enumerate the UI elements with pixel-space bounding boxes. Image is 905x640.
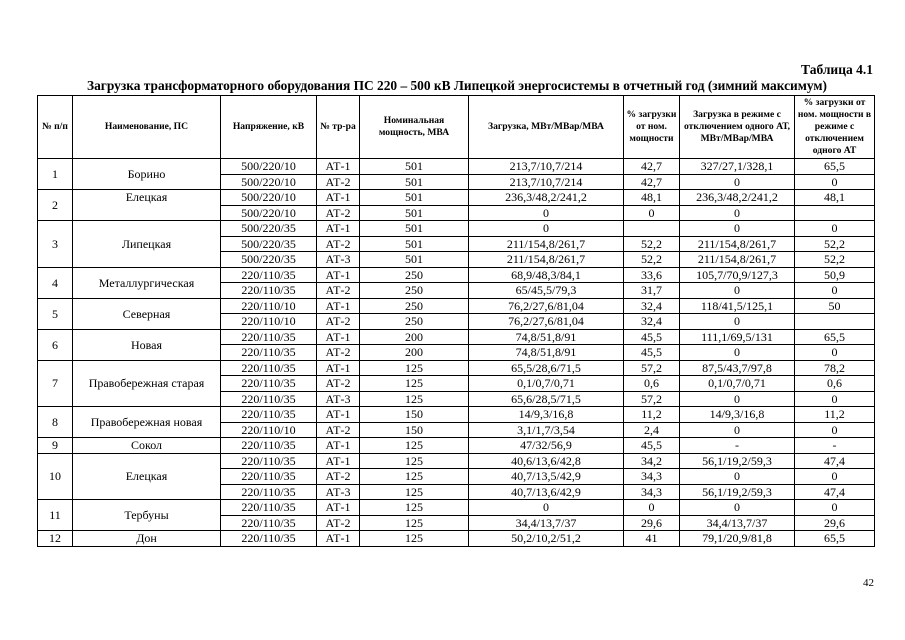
- cell-nominal-power: 501: [360, 190, 469, 206]
- header-load-percent: % загрузки от ном. мощности: [624, 96, 680, 159]
- table-row: [38, 267, 875, 283]
- cell-load-percent: 31,7: [624, 283, 680, 299]
- table-number: Таблица 4.1: [801, 62, 873, 77]
- cell-voltage: 500/220/10: [221, 190, 317, 206]
- cell-load: 40,6/13,6/42,8: [469, 453, 624, 469]
- cell-percent-one-off: 65,5: [795, 531, 875, 547]
- cell-nominal-power: 125: [360, 360, 469, 376]
- cell-load: 68,9/48,3/84,1: [469, 267, 624, 283]
- cell-nominal-power: 150: [360, 422, 469, 438]
- cell-load-percent: 32,4: [624, 314, 680, 330]
- cell-nominal-power: 125: [360, 531, 469, 547]
- cell-nominal-power: 125: [360, 376, 469, 392]
- cell-load: 213,7/10,7/214: [469, 174, 624, 190]
- table-header: [38, 96, 875, 159]
- cell-load: 236,3/48,2/241,2: [469, 190, 624, 206]
- cell-voltage: 220/110/35: [221, 438, 317, 454]
- cell-station-num: 4: [38, 267, 73, 298]
- cell-nominal-power: 501: [360, 221, 469, 237]
- cell-transformer: АТ-2: [317, 283, 360, 299]
- cell-voltage: 220/110/35: [221, 515, 317, 531]
- cell-load-percent: 2,4: [624, 422, 680, 438]
- cell-transformer: АТ-1: [317, 329, 360, 345]
- cell-load-percent: 42,7: [624, 174, 680, 190]
- cell-nominal-power: 125: [360, 515, 469, 531]
- cell-transformer: АТ-3: [317, 252, 360, 268]
- cell-transformer: АТ-1: [317, 407, 360, 423]
- cell-station-num: 11: [38, 500, 73, 531]
- cell-load: 65,6/28,5/71,5: [469, 391, 624, 407]
- cell-load-percent: 34,3: [624, 469, 680, 485]
- cell-load-one-off: 0: [680, 221, 795, 237]
- header-percent-one-off: % загрузки от ном. мощности в режиме с отключением одного АТ: [795, 96, 875, 159]
- cell-percent-one-off: 65,5: [795, 159, 875, 175]
- cell-voltage: 220/110/35: [221, 360, 317, 376]
- table-row: [38, 360, 875, 376]
- cell-percent-one-off: 0: [795, 422, 875, 438]
- cell-voltage: 220/110/35: [221, 376, 317, 392]
- cell-percent-one-off: 0: [795, 345, 875, 361]
- cell-nominal-power: 125: [360, 453, 469, 469]
- cell-nominal-power: 250: [360, 314, 469, 330]
- cell-load-one-off: 56,1/19,2/59,3: [680, 453, 795, 469]
- cell-transformer: АТ-2: [317, 376, 360, 392]
- cell-load-one-off: 87,5/43,7/97,8: [680, 360, 795, 376]
- cell-voltage: 220/110/35: [221, 329, 317, 345]
- cell-load-one-off: 0,1/0,7/0,71: [680, 376, 795, 392]
- cell-load: 0: [469, 500, 624, 516]
- cell-station-num: 8: [38, 407, 73, 438]
- cell-load-one-off: 0: [680, 422, 795, 438]
- header-num: № п/п: [38, 96, 73, 159]
- cell-percent-one-off: 0: [795, 469, 875, 485]
- cell-voltage: 220/110/35: [221, 267, 317, 283]
- cell-percent-one-off: 29,6: [795, 515, 875, 531]
- cell-percent-one-off: [795, 205, 875, 221]
- cell-load-percent: 48,1: [624, 190, 680, 206]
- cell-load: 50,2/10,2/51,2: [469, 531, 624, 547]
- cell-load: 40,7/13,6/42,9: [469, 484, 624, 500]
- cell-transformer: АТ-3: [317, 391, 360, 407]
- cell-voltage: 500/220/35: [221, 252, 317, 268]
- cell-nominal-power: 501: [360, 205, 469, 221]
- cell-transformer: АТ-3: [317, 484, 360, 500]
- cell-load-one-off: 211/154,8/261,7: [680, 252, 795, 268]
- cell-nominal-power: 150: [360, 407, 469, 423]
- table-row: [38, 531, 875, 547]
- cell-load-percent: 52,2: [624, 236, 680, 252]
- cell-load-one-off: 0: [680, 345, 795, 361]
- header-transformer: № тр-ра: [317, 96, 360, 159]
- cell-load-one-off: 0: [680, 469, 795, 485]
- cell-percent-one-off: 0,6: [795, 376, 875, 392]
- cell-load-percent: 45,5: [624, 438, 680, 454]
- cell-voltage: 500/220/10: [221, 205, 317, 221]
- cell-nominal-power: 501: [360, 174, 469, 190]
- cell-percent-one-off: 52,2: [795, 252, 875, 268]
- cell-load: 65/45,5/79,3: [469, 283, 624, 299]
- cell-percent-one-off: 52,2: [795, 236, 875, 252]
- cell-load-one-off: 0: [680, 174, 795, 190]
- table-row: [38, 500, 875, 516]
- table-row: [38, 221, 875, 237]
- cell-nominal-power: 125: [360, 469, 469, 485]
- cell-load-one-off: 0: [680, 314, 795, 330]
- cell-nominal-power: 125: [360, 391, 469, 407]
- cell-transformer: АТ-1: [317, 298, 360, 314]
- cell-percent-one-off: 11,2: [795, 407, 875, 423]
- cell-transformer: АТ-2: [317, 469, 360, 485]
- cell-transformer: АТ-1: [317, 159, 360, 175]
- cell-station-name: Правобережная новая: [73, 407, 221, 438]
- cell-station-num: 1: [38, 159, 73, 190]
- cell-transformer: АТ-1: [317, 360, 360, 376]
- cell-load: 0,1/0,7/0,71: [469, 376, 624, 392]
- cell-load-one-off: 111,1/69,5/131: [680, 329, 795, 345]
- cell-voltage: 220/110/35: [221, 469, 317, 485]
- cell-nominal-power: 501: [360, 252, 469, 268]
- cell-transformer: АТ-1: [317, 453, 360, 469]
- cell-percent-one-off: 50: [795, 298, 875, 314]
- cell-load: 0: [469, 205, 624, 221]
- cell-voltage: 220/110/35: [221, 283, 317, 299]
- cell-load-one-off: 79,1/20,9/81,8: [680, 531, 795, 547]
- cell-load: 65,5/28,6/71,5: [469, 360, 624, 376]
- cell-transformer: АТ-2: [317, 515, 360, 531]
- cell-load-one-off: -: [680, 438, 795, 454]
- cell-nominal-power: 250: [360, 283, 469, 299]
- cell-load-percent: 11,2: [624, 407, 680, 423]
- cell-load-percent: 34,3: [624, 484, 680, 500]
- cell-percent-one-off: 65,5: [795, 329, 875, 345]
- cell-station-name: Борино: [73, 159, 221, 190]
- cell-voltage: 500/220/10: [221, 174, 317, 190]
- cell-load: 3,1/1,7/3,54: [469, 422, 624, 438]
- cell-load-percent: 52,2: [624, 252, 680, 268]
- cell-load-one-off: 14/9,3/16,8: [680, 407, 795, 423]
- cell-load: 14/9,3/16,8: [469, 407, 624, 423]
- table-body: [38, 159, 875, 547]
- cell-percent-one-off: [795, 314, 875, 330]
- cell-voltage: 220/110/35: [221, 345, 317, 361]
- cell-load-one-off: 211/154,8/261,7: [680, 236, 795, 252]
- cell-nominal-power: 200: [360, 345, 469, 361]
- cell-nominal-power: 125: [360, 438, 469, 454]
- cell-station-num: 3: [38, 221, 73, 268]
- cell-load: 76,2/27,6/81,04: [469, 314, 624, 330]
- cell-percent-one-off: 78,2: [795, 360, 875, 376]
- cell-transformer: АТ-1: [317, 221, 360, 237]
- cell-station-name: Сокол: [73, 438, 221, 454]
- cell-station-num: 7: [38, 360, 73, 407]
- cell-station-name: Елецкая: [73, 453, 221, 500]
- cell-station-name: Елецкая: [73, 190, 221, 221]
- cell-voltage: 220/110/10: [221, 298, 317, 314]
- cell-station-num: 5: [38, 298, 73, 329]
- table-row: [38, 329, 875, 345]
- cell-station-name: Липецкая: [73, 221, 221, 268]
- cell-voltage: 220/110/10: [221, 422, 317, 438]
- cell-load-percent: 57,2: [624, 391, 680, 407]
- cell-transformer: АТ-2: [317, 345, 360, 361]
- cell-station-name: Тербуны: [73, 500, 221, 531]
- cell-load-percent: 0: [624, 500, 680, 516]
- cell-load-percent: 29,6: [624, 515, 680, 531]
- cell-load-one-off: 56,1/19,2/59,3: [680, 484, 795, 500]
- cell-load: 211/154,8/261,7: [469, 236, 624, 252]
- cell-voltage: 220/110/35: [221, 484, 317, 500]
- header-name: Наименование, ПС: [73, 96, 221, 159]
- cell-transformer: АТ-2: [317, 236, 360, 252]
- cell-load: 213,7/10,7/214: [469, 159, 624, 175]
- cell-station-name: Правобережная старая: [73, 360, 221, 407]
- cell-voltage: 220/110/35: [221, 500, 317, 516]
- cell-load-one-off: 0: [680, 283, 795, 299]
- header-load-one-off: Загрузка в режиме с отключением одного АТ, МВт/МВар/МВА: [680, 96, 795, 159]
- table-row: [38, 190, 875, 206]
- cell-percent-one-off: 0: [795, 391, 875, 407]
- table-row: [38, 438, 875, 454]
- cell-transformer: АТ-1: [317, 500, 360, 516]
- cell-load-percent: 57,2: [624, 360, 680, 376]
- cell-nominal-power: 200: [360, 329, 469, 345]
- cell-load: 47/32/56,9: [469, 438, 624, 454]
- cell-load-one-off: 118/41,5/125,1: [680, 298, 795, 314]
- cell-voltage: 220/110/35: [221, 407, 317, 423]
- cell-load: 74,8/51,8/91: [469, 345, 624, 361]
- transformer-load-table: [37, 95, 875, 547]
- cell-station-num: 10: [38, 453, 73, 500]
- cell-station-num: 12: [38, 531, 73, 547]
- cell-load-percent: 33,6: [624, 267, 680, 283]
- cell-load-percent: 32,4: [624, 298, 680, 314]
- cell-station-num: 2: [38, 190, 73, 221]
- cell-transformer: АТ-2: [317, 422, 360, 438]
- cell-load-percent: 34,2: [624, 453, 680, 469]
- cell-percent-one-off: 0: [795, 500, 875, 516]
- cell-nominal-power: 250: [360, 298, 469, 314]
- cell-transformer: АТ-2: [317, 174, 360, 190]
- cell-transformer: АТ-2: [317, 314, 360, 330]
- cell-load-one-off: 34,4/13,7/37: [680, 515, 795, 531]
- cell-load: 40,7/13,5/42,9: [469, 469, 624, 485]
- cell-nominal-power: 501: [360, 159, 469, 175]
- cell-voltage: 220/110/35: [221, 453, 317, 469]
- cell-transformer: АТ-1: [317, 438, 360, 454]
- cell-nominal-power: 125: [360, 484, 469, 500]
- cell-station-num: 6: [38, 329, 73, 360]
- cell-station-name: Новая: [73, 329, 221, 360]
- cell-load: 76,2/27,6/81,04: [469, 298, 624, 314]
- cell-voltage: 500/220/35: [221, 236, 317, 252]
- cell-load: 74,8/51,8/91: [469, 329, 624, 345]
- cell-transformer: АТ-1: [317, 267, 360, 283]
- cell-transformer: АТ-1: [317, 190, 360, 206]
- cell-load: 34,4/13,7/37: [469, 515, 624, 531]
- cell-voltage: 500/220/10: [221, 159, 317, 175]
- table-row: [38, 298, 875, 314]
- cell-station-name: Северная: [73, 298, 221, 329]
- cell-load-one-off: 327/27,1/328,1: [680, 159, 795, 175]
- cell-load-one-off: 105,7/70,9/127,3: [680, 267, 795, 283]
- cell-voltage: 220/110/10: [221, 314, 317, 330]
- cell-station-num: 9: [38, 438, 73, 454]
- cell-percent-one-off: 0: [795, 283, 875, 299]
- cell-nominal-power: 125: [360, 500, 469, 516]
- cell-load-percent: 0: [624, 205, 680, 221]
- cell-percent-one-off: 47,4: [795, 453, 875, 469]
- cell-load: 211/154,8/261,7: [469, 252, 624, 268]
- cell-percent-one-off: 48,1: [795, 190, 875, 206]
- table-caption: Загрузка трансформаторного оборудования ПС 220 – 500 кВ Липецкой энергосистемы в отчетный год (зимний максимум): [87, 78, 827, 93]
- header-load: Загрузка, МВт/МВар/МВА: [469, 96, 624, 159]
- cell-voltage: 500/220/35: [221, 221, 317, 237]
- cell-transformer: АТ-1: [317, 531, 360, 547]
- header-voltage: Напряжение, кВ: [221, 96, 317, 159]
- cell-load-one-off: 0: [680, 391, 795, 407]
- cell-load: 0: [469, 221, 624, 237]
- cell-station-name: Металлургическая: [73, 267, 221, 298]
- header-nominal-power: Номинальная мощность, МВА: [360, 96, 469, 159]
- cell-percent-one-off: 0: [795, 174, 875, 190]
- cell-load-percent: 45,5: [624, 329, 680, 345]
- cell-load-one-off: 0: [680, 500, 795, 516]
- table-row: [38, 159, 875, 175]
- cell-nominal-power: 501: [360, 236, 469, 252]
- cell-transformer: АТ-2: [317, 205, 360, 221]
- cell-load-percent: [624, 221, 680, 237]
- cell-nominal-power: 250: [360, 267, 469, 283]
- page-number: 42: [863, 577, 874, 589]
- cell-load-percent: 0,6: [624, 376, 680, 392]
- cell-percent-one-off: -: [795, 438, 875, 454]
- cell-station-name: Дон: [73, 531, 221, 547]
- table-row: [38, 453, 875, 469]
- cell-percent-one-off: 0: [795, 221, 875, 237]
- cell-voltage: 220/110/35: [221, 531, 317, 547]
- cell-load-percent: 41: [624, 531, 680, 547]
- cell-load-percent: 45,5: [624, 345, 680, 361]
- cell-load-percent: 42,7: [624, 159, 680, 175]
- cell-load-one-off: 236,3/48,2/241,2: [680, 190, 795, 206]
- cell-percent-one-off: 47,4: [795, 484, 875, 500]
- cell-load-one-off: 0: [680, 205, 795, 221]
- cell-percent-one-off: 50,9: [795, 267, 875, 283]
- cell-voltage: 220/110/35: [221, 391, 317, 407]
- table-row: [38, 407, 875, 423]
